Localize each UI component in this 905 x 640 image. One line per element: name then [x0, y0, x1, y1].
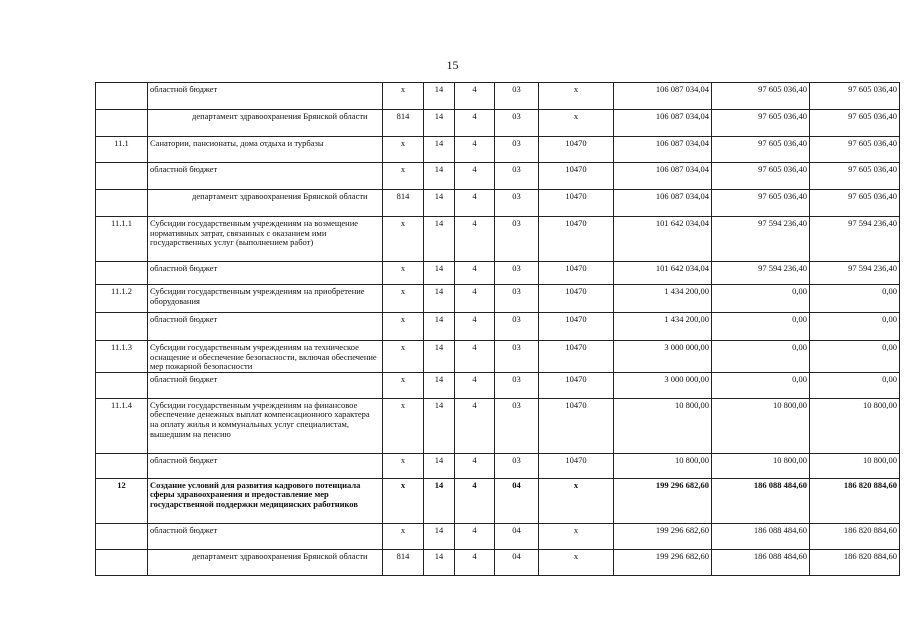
item-name-cell: областной бюджет: [148, 262, 383, 285]
code-direction-cell: 10470: [539, 313, 614, 341]
amount-year2-cell: 97 605 036,40: [712, 137, 810, 163]
amount-year3-cell: 0,00: [810, 341, 900, 373]
code-task-cell: 03: [495, 262, 539, 285]
row-number-cell: 11.1.2: [96, 285, 148, 313]
table-row: [96, 83, 900, 110]
row-number-cell: [96, 262, 148, 285]
code-admin-cell: х: [383, 83, 424, 110]
item-name-cell: областной бюджет: [148, 453, 383, 478]
code-direction-cell: 10470: [539, 190, 614, 217]
code-section-cell: 14: [424, 313, 455, 341]
code-direction-cell: х: [539, 523, 614, 549]
amount-year1-cell: 106 087 034,04: [614, 163, 712, 190]
code-subprogram-cell: 4: [455, 478, 495, 523]
amount-year2-cell: 97 594 236,40: [712, 217, 810, 262]
code-section-cell: 14: [424, 341, 455, 373]
code-admin-cell: х: [383, 523, 424, 549]
table-row: [96, 523, 900, 549]
code-task-cell: 03: [495, 313, 539, 341]
item-name-cell: областной бюджет: [148, 372, 383, 398]
code-admin-cell: х: [383, 313, 424, 341]
code-direction-cell: х: [539, 83, 614, 110]
amount-year1-cell: 106 087 034,04: [614, 190, 712, 217]
row-number-cell: 11.1: [96, 137, 148, 163]
row-number-cell: 11.1.3: [96, 341, 148, 373]
amount-year3-cell: 186 820 884,60: [810, 478, 900, 523]
code-admin-cell: 814: [383, 549, 424, 575]
code-admin-cell: х: [383, 163, 424, 190]
table-row: [96, 217, 900, 262]
amount-year3-cell: 97 605 036,40: [810, 110, 900, 137]
row-number-cell: [96, 190, 148, 217]
amount-year2-cell: 10 800,00: [712, 453, 810, 478]
code-subprogram-cell: 4: [455, 217, 495, 262]
row-number-cell: [96, 110, 148, 137]
row-number-cell: [96, 163, 148, 190]
item-name-cell: областной бюджет: [148, 523, 383, 549]
item-name-cell: департамент здравоохранения Брянской области: [148, 190, 383, 217]
code-direction-cell: 10470: [539, 453, 614, 478]
budget-table: [95, 82, 900, 576]
code-section-cell: 14: [424, 83, 455, 110]
amount-year3-cell: 0,00: [810, 285, 900, 313]
amount-year1-cell: 101 642 034,04: [614, 262, 712, 285]
table-body: [96, 83, 900, 576]
amount-year1-cell: 10 800,00: [614, 398, 712, 453]
code-section-cell: 14: [424, 163, 455, 190]
code-task-cell: 03: [495, 137, 539, 163]
amount-year2-cell: 97 605 036,40: [712, 163, 810, 190]
amount-year2-cell: 186 088 484,60: [712, 549, 810, 575]
code-subprogram-cell: 4: [455, 137, 495, 163]
code-section-cell: 14: [424, 523, 455, 549]
code-task-cell: 04: [495, 478, 539, 523]
amount-year2-cell: 97 594 236,40: [712, 262, 810, 285]
amount-year1-cell: 106 087 034,04: [614, 83, 712, 110]
amount-year3-cell: 97 605 036,40: [810, 163, 900, 190]
code-subprogram-cell: 4: [455, 190, 495, 217]
item-name-cell: Санатории, пансионаты, дома отдыха и турбазы: [148, 137, 383, 163]
code-section-cell: 14: [424, 549, 455, 575]
code-admin-cell: х: [383, 478, 424, 523]
code-section-cell: 14: [424, 190, 455, 217]
code-task-cell: 03: [495, 190, 539, 217]
code-direction-cell: х: [539, 110, 614, 137]
code-direction-cell: 10470: [539, 163, 614, 190]
code-task-cell: 03: [495, 453, 539, 478]
code-admin-cell: х: [383, 372, 424, 398]
table-row: [96, 453, 900, 478]
amount-year3-cell: 10 800,00: [810, 453, 900, 478]
amount-year1-cell: 106 087 034,04: [614, 110, 712, 137]
code-subprogram-cell: 4: [455, 110, 495, 137]
row-number-cell: [96, 83, 148, 110]
amount-year3-cell: 97 605 036,40: [810, 190, 900, 217]
item-name-cell: Создание условий для развития кадрового потенциала сферы здравоохранения и предоставление мер государственной поддержки медицинских работников: [148, 478, 383, 523]
code-task-cell: 03: [495, 110, 539, 137]
code-task-cell: 03: [495, 398, 539, 453]
code-task-cell: 03: [495, 341, 539, 373]
amount-year2-cell: 10 800,00: [712, 398, 810, 453]
row-number-cell: [96, 549, 148, 575]
row-number-cell: 11.1.1: [96, 217, 148, 262]
item-name-cell: областной бюджет: [148, 163, 383, 190]
amount-year1-cell: 3 000 000,00: [614, 372, 712, 398]
amount-year3-cell: 186 820 884,60: [810, 523, 900, 549]
item-name-cell: Субсидии государственным учреждениям на возмещение нормативных затрат, связанных с оказанием ими государственных услуг (выполнением работ): [148, 217, 383, 262]
amount-year2-cell: 97 605 036,40: [712, 110, 810, 137]
code-task-cell: 04: [495, 523, 539, 549]
code-section-cell: 14: [424, 285, 455, 313]
item-name-cell: департамент здравоохранения Брянской области: [148, 549, 383, 575]
code-direction-cell: х: [539, 478, 614, 523]
amount-year1-cell: 101 642 034,04: [614, 217, 712, 262]
amount-year3-cell: 0,00: [810, 313, 900, 341]
amount-year2-cell: 0,00: [712, 285, 810, 313]
amount-year2-cell: 186 088 484,60: [712, 523, 810, 549]
code-admin-cell: х: [383, 217, 424, 262]
page-number: 15: [446, 58, 459, 72]
code-direction-cell: 10470: [539, 217, 614, 262]
code-direction-cell: 10470: [539, 262, 614, 285]
row-number-cell: [96, 313, 148, 341]
code-section-cell: 14: [424, 262, 455, 285]
code-subprogram-cell: 4: [455, 372, 495, 398]
code-task-cell: 03: [495, 217, 539, 262]
row-number-cell: 11.1.4: [96, 398, 148, 453]
amount-year3-cell: 97 594 236,40: [810, 217, 900, 262]
amount-year3-cell: 97 605 036,40: [810, 83, 900, 110]
code-task-cell: 04: [495, 549, 539, 575]
code-subprogram-cell: 4: [455, 83, 495, 110]
code-subprogram-cell: 4: [455, 453, 495, 478]
code-subprogram-cell: 4: [455, 285, 495, 313]
item-name-cell: областной бюджет: [148, 313, 383, 341]
code-direction-cell: 10470: [539, 137, 614, 163]
amount-year1-cell: 1 434 200,00: [614, 285, 712, 313]
table-row: [96, 190, 900, 217]
amount-year3-cell: 0,00: [810, 372, 900, 398]
amount-year2-cell: 0,00: [712, 313, 810, 341]
amount-year3-cell: 97 605 036,40: [810, 137, 900, 163]
amount-year1-cell: 1 434 200,00: [614, 313, 712, 341]
code-direction-cell: 10470: [539, 285, 614, 313]
code-subprogram-cell: 4: [455, 523, 495, 549]
amount-year2-cell: 186 088 484,60: [712, 478, 810, 523]
code-subprogram-cell: 4: [455, 549, 495, 575]
amount-year3-cell: 10 800,00: [810, 398, 900, 453]
code-admin-cell: х: [383, 341, 424, 373]
amount-year1-cell: 199 296 682,60: [614, 523, 712, 549]
code-subprogram-cell: 4: [455, 163, 495, 190]
code-section-cell: 14: [424, 217, 455, 262]
code-subprogram-cell: 4: [455, 262, 495, 285]
code-admin-cell: х: [383, 285, 424, 313]
code-subprogram-cell: 4: [455, 313, 495, 341]
table-row: [96, 137, 900, 163]
code-admin-cell: 814: [383, 110, 424, 137]
code-section-cell: 14: [424, 137, 455, 163]
code-subprogram-cell: 4: [455, 398, 495, 453]
amount-year1-cell: 10 800,00: [614, 453, 712, 478]
item-name-cell: областной бюджет: [148, 83, 383, 110]
item-name-cell: Субсидии государственным учреждениям на финансовое обеспечение денежных выплат компенсационного характера на оплату жилья и коммунальных услуг специалистам, вышедшим на пенсию: [148, 398, 383, 453]
code-task-cell: 03: [495, 285, 539, 313]
amount-year3-cell: 186 820 884,60: [810, 549, 900, 575]
code-admin-cell: 814: [383, 190, 424, 217]
code-section-cell: 14: [424, 453, 455, 478]
code-task-cell: 03: [495, 163, 539, 190]
table-row: [96, 372, 900, 398]
code-section-cell: 14: [424, 478, 455, 523]
row-number-cell: 12: [96, 478, 148, 523]
amount-year2-cell: 0,00: [712, 341, 810, 373]
code-direction-cell: 10470: [539, 398, 614, 453]
row-number-cell: [96, 453, 148, 478]
item-name-cell: Субсидии государственным учреждениям на техническое оснащение и обеспечение безопасности, включая обеспечение мер пожарной безопасности: [148, 341, 383, 373]
code-task-cell: 03: [495, 372, 539, 398]
row-number-cell: [96, 372, 148, 398]
code-admin-cell: х: [383, 453, 424, 478]
item-name-cell: департамент здравоохранения Брянской области: [148, 110, 383, 137]
code-section-cell: 14: [424, 110, 455, 137]
table-row: [96, 262, 900, 285]
amount-year2-cell: 97 605 036,40: [712, 83, 810, 110]
amount-year1-cell: 199 296 682,60: [614, 549, 712, 575]
code-direction-cell: х: [539, 549, 614, 575]
code-section-cell: 14: [424, 398, 455, 453]
code-direction-cell: 10470: [539, 341, 614, 373]
table-row: [96, 549, 900, 575]
table-row: [96, 313, 900, 341]
code-task-cell: 03: [495, 83, 539, 110]
table-row: [96, 285, 900, 313]
table-row: [96, 341, 900, 373]
code-admin-cell: х: [383, 262, 424, 285]
amount-year3-cell: 97 594 236,40: [810, 262, 900, 285]
amount-year1-cell: 106 087 034,04: [614, 137, 712, 163]
code-subprogram-cell: 4: [455, 341, 495, 373]
amount-year1-cell: 3 000 000,00: [614, 341, 712, 373]
amount-year1-cell: 199 296 682,60: [614, 478, 712, 523]
table-row: [96, 163, 900, 190]
table-row: [96, 110, 900, 137]
code-admin-cell: х: [383, 398, 424, 453]
row-number-cell: [96, 523, 148, 549]
amount-year2-cell: 97 605 036,40: [712, 190, 810, 217]
table-row: [96, 398, 900, 453]
code-direction-cell: 10470: [539, 372, 614, 398]
amount-year2-cell: 0,00: [712, 372, 810, 398]
table-row: [96, 478, 900, 523]
code-section-cell: 14: [424, 372, 455, 398]
item-name-cell: Субсидии государственным учреждениям на приобретение оборудования: [148, 285, 383, 313]
code-admin-cell: х: [383, 137, 424, 163]
